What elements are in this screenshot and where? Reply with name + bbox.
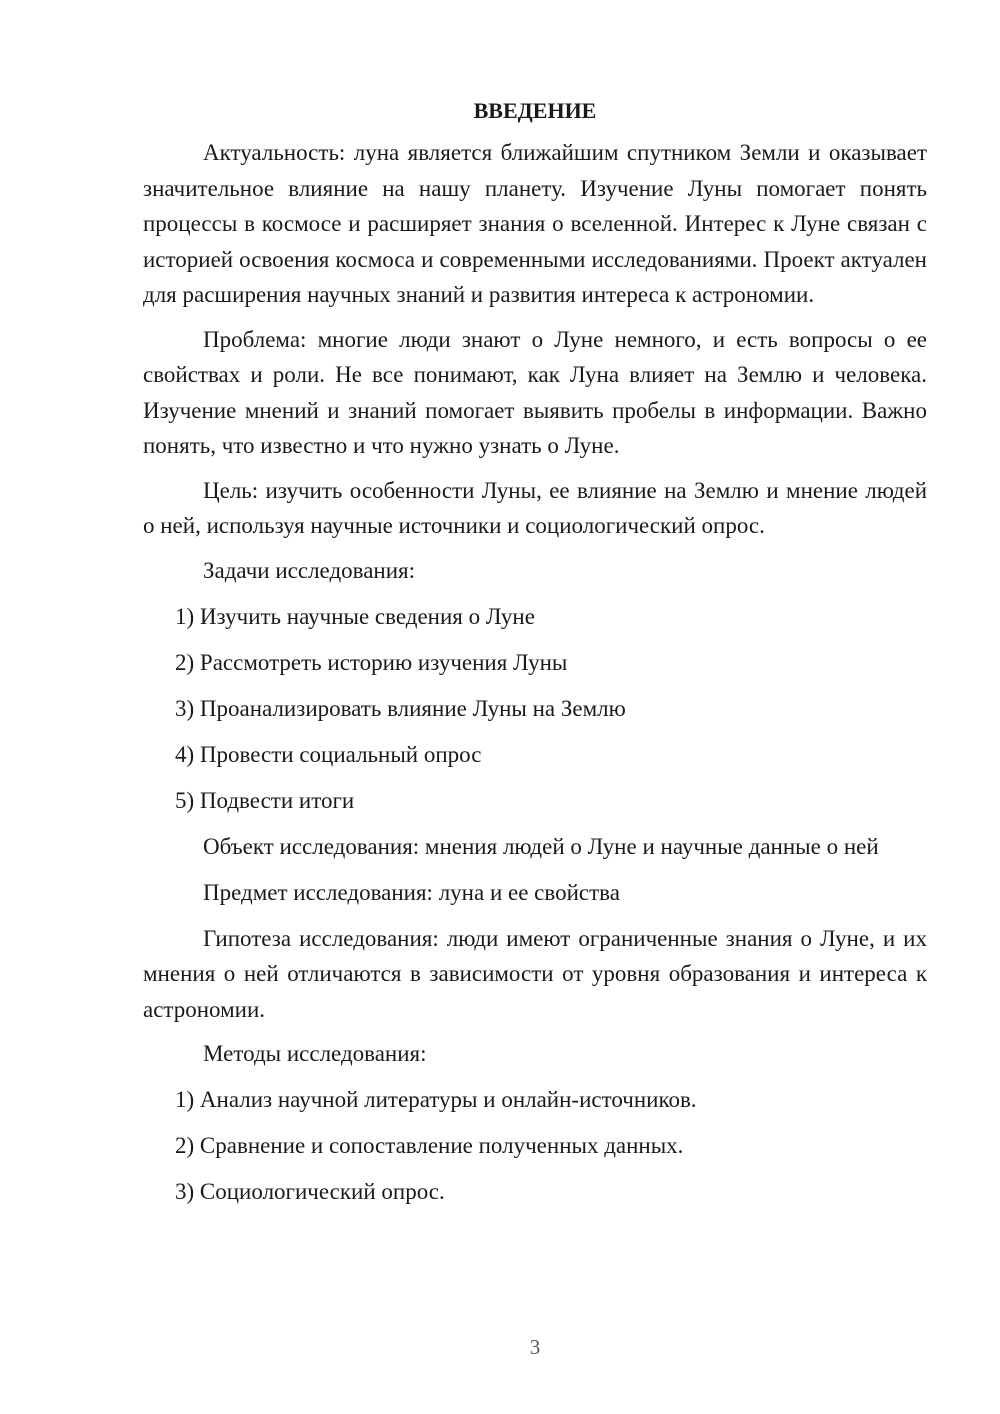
tasks-label: Задачи исследования: — [203, 557, 416, 583]
list-item: 3) Проанализировать влияние Луны на Землю — [175, 695, 626, 721]
methods-list — [143, 1082, 927, 1210]
section-heading: ВВЕДЕНИЕ — [473, 98, 597, 123]
subject-line: Предмет исследования: луна и ее свойства — [203, 879, 620, 905]
list-item: 1) Изучить научные сведения о Луне — [175, 603, 535, 629]
hypothesis-paragraph: Гипотеза исследования: люди имеют ограниченные знания о Луне, и их мнения о ней отличаются в зависимости от уровня образования и интереса к астрономии. — [143, 925, 927, 1022]
list-item: 2) Рассмотреть историю изучения Луны — [175, 649, 568, 675]
document-page — [143, 97, 927, 1220]
page-number: 3 — [529, 1335, 541, 1359]
goal-paragraph: Цель: изучить особенности Луны, ее влияние на Землю и мнение людей о ней, используя научные источники и социологический опрос. — [143, 477, 927, 538]
problem-paragraph: Проблема: многие люди знают о Луне немного, и есть вопросы о ее свойствах и роли. Не все понимают, как Луна влияет на Землю и человека. Изучение мнений и знаний помогает выявить пробелы в информации. Важно понять, что известно и что нужно узнать о Луне. — [143, 326, 927, 458]
relevance-paragraph: Актуальность: луна является ближайшим спутником Земли и оказывает значительное влияние на нашу планету. Изучение Луны помогает понять процессы в космосе и расширяет знания о вселенной. Интерес к Луне связан с историей освоения космоса и современными исследованиями. Проект актуален для расширения научных знаний и развития интереса к астрономии. — [143, 140, 927, 307]
list-item: 1) Анализ научной литературы и онлайн-источников. — [175, 1087, 697, 1112]
list-item: 5) Подвести итоги — [175, 787, 355, 813]
list-item: 4) Провести социальный опрос — [175, 741, 482, 767]
tasks-list — [143, 599, 927, 819]
object-line: Объект исследования: мнения людей о Луне и научные данные о ней — [203, 833, 879, 859]
list-item: 2) Сравнение и сопоставление полученных данных. — [175, 1133, 684, 1158]
methods-label: Методы исследования: — [203, 1041, 427, 1066]
list-item: 3) Социологический опрос. — [175, 1179, 445, 1204]
